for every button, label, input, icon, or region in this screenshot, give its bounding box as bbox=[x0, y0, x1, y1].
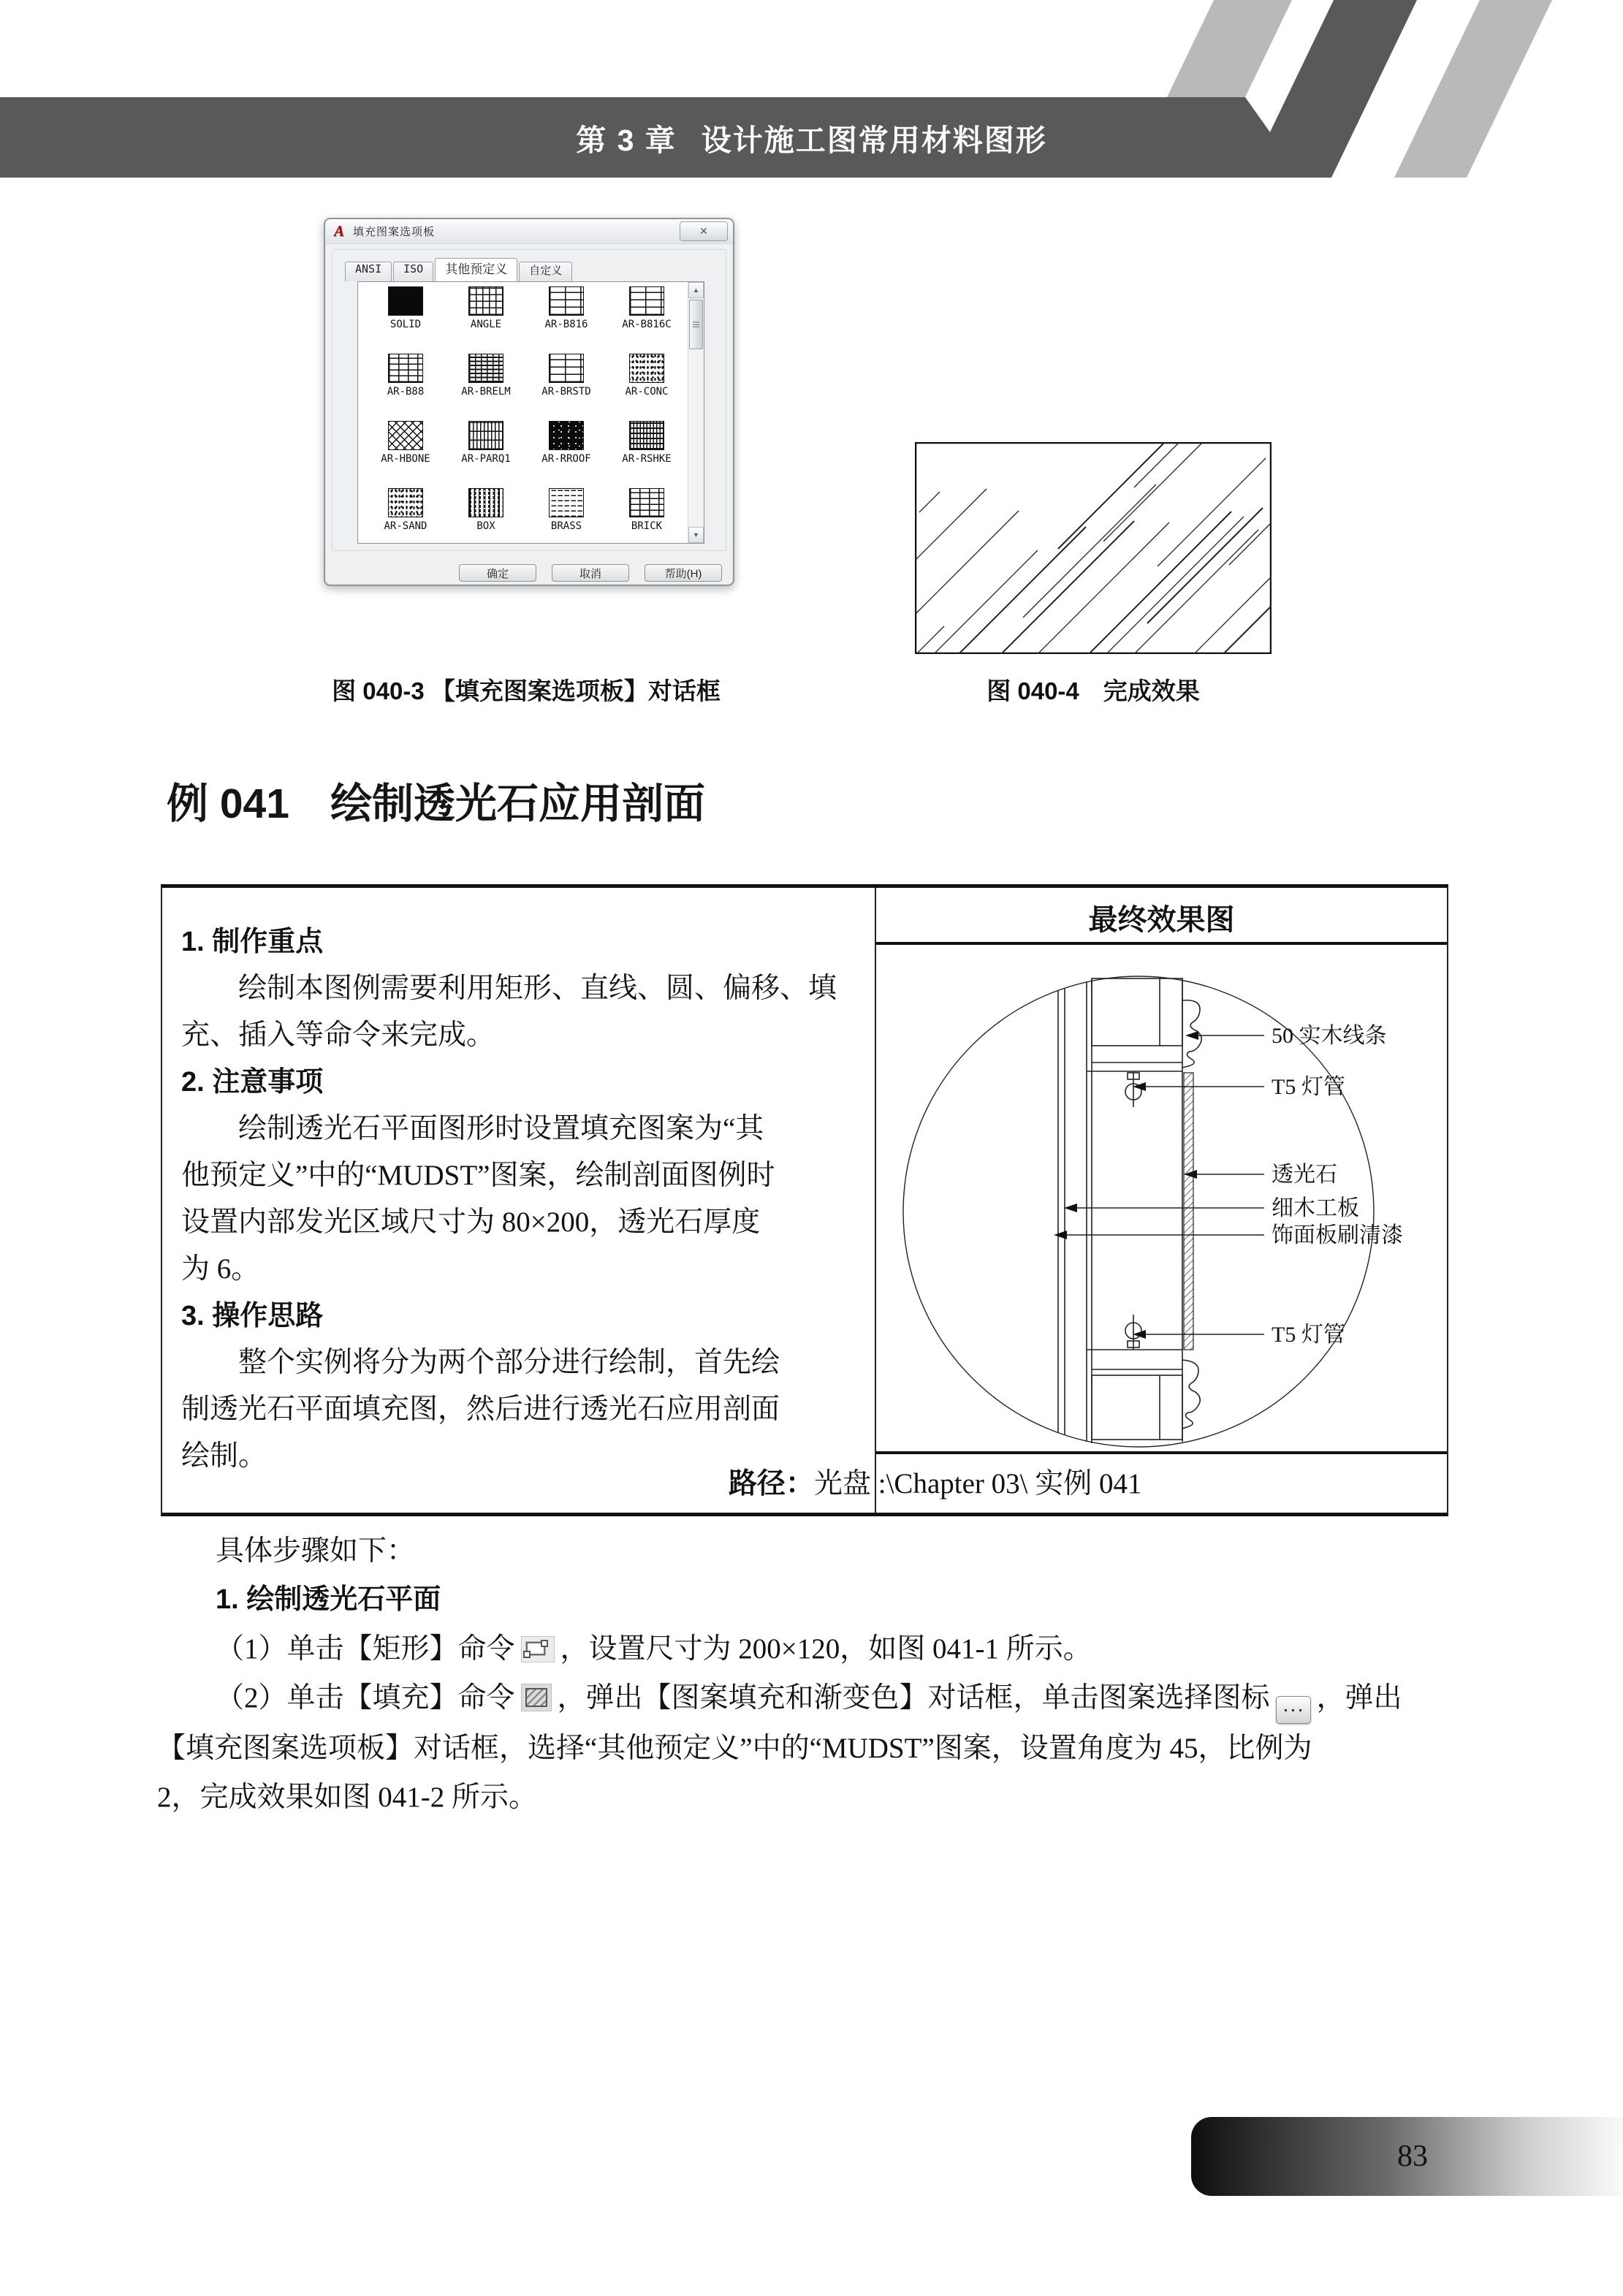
chapter-header bbox=[0, 97, 1623, 178]
steps-text bbox=[157, 1527, 1472, 1822]
step-line bbox=[157, 1673, 1472, 1724]
page-footer bbox=[1191, 2117, 1623, 2196]
pattern-label: AR-PARQ1 bbox=[461, 453, 511, 465]
result-header: 最终效果图 bbox=[1088, 904, 1235, 936]
pattern-swatch-icon bbox=[388, 286, 423, 316]
pattern-angle[interactable] bbox=[446, 286, 526, 354]
pattern-solid[interactable] bbox=[365, 286, 446, 354]
text-run: ，弹出 bbox=[1316, 1682, 1402, 1714]
pattern-label: BRICK bbox=[631, 520, 663, 532]
figure-caption-040-3: 图 040-3 【填充图案选项板】对话框 bbox=[332, 677, 721, 704]
step-line bbox=[157, 1724, 1472, 1773]
pattern-label: AR-BRSTD bbox=[541, 386, 591, 398]
step-line bbox=[157, 1624, 1472, 1673]
pattern-label: AR-B816C bbox=[622, 319, 672, 330]
pattern-brick[interactable] bbox=[607, 488, 687, 555]
stripe-light-1 bbox=[1167, 0, 1292, 97]
pattern-swatch-icon bbox=[629, 421, 664, 450]
tab-other-predefined[interactable]: 其他预定义 bbox=[435, 258, 517, 281]
pattern-swatch-icon bbox=[388, 354, 423, 383]
step-heading bbox=[157, 1575, 1472, 1624]
help-button[interactable]: 帮助(H) bbox=[645, 564, 722, 582]
drawing-label: 饰面板刷清漆 bbox=[1272, 1223, 1403, 1247]
pattern-swatch-icon bbox=[468, 488, 503, 517]
hatch-lines bbox=[916, 444, 1271, 654]
chapter-number: 第 3 章 bbox=[576, 123, 677, 157]
pattern-label: AR-BRELM bbox=[461, 386, 511, 398]
pattern-swatch-icon bbox=[468, 354, 503, 383]
leader-lines bbox=[1065, 1035, 1264, 1334]
pattern-ar-parq1[interactable] bbox=[446, 421, 526, 488]
text-run: 2，完成效果如图 041-2 所示。 bbox=[157, 1782, 537, 1813]
text-run: ，设置尺寸为 200×120，如图 041-1 所示。 bbox=[560, 1633, 1092, 1665]
example-number: 例 041 bbox=[167, 780, 289, 827]
pattern-grid bbox=[358, 282, 688, 543]
pattern-swatch-icon bbox=[549, 286, 584, 316]
note-line: 绘制本图例需要利用矩形、直线、圆、偏移、填 bbox=[238, 973, 837, 1004]
notes-column bbox=[181, 919, 864, 1480]
pattern-swatch-icon bbox=[549, 488, 584, 517]
pattern-label: AR-B816 bbox=[544, 319, 588, 330]
drawing-labels bbox=[1272, 1024, 1403, 1347]
path-label: 路径： bbox=[729, 1468, 815, 1499]
drawing-label: 细木工板 bbox=[1272, 1196, 1359, 1220]
path-row-rule bbox=[876, 1451, 1447, 1454]
pattern-brass[interactable] bbox=[526, 488, 607, 555]
pattern-label: AR-B88 bbox=[387, 386, 425, 398]
page-number: 83 bbox=[1397, 2140, 1428, 2173]
pattern-ar-sand[interactable] bbox=[365, 488, 446, 555]
dialog-titlebar[interactable] bbox=[325, 219, 733, 244]
step-line bbox=[157, 1527, 1472, 1575]
chapter-title: 设计施工图常用材料图形 bbox=[701, 123, 1047, 157]
pattern-swatch-icon bbox=[388, 488, 423, 517]
pattern-ar-b816c[interactable] bbox=[607, 286, 687, 354]
ok-button[interactable]: 确定 bbox=[459, 564, 536, 582]
note-line: 充、插入等命令来完成。 bbox=[181, 1019, 495, 1051]
rect-command-icon bbox=[521, 1636, 555, 1662]
pattern-ar-hbone[interactable] bbox=[365, 421, 446, 488]
pattern-swatch-icon bbox=[468, 286, 503, 316]
tab-iso[interactable]: ISO bbox=[393, 262, 433, 281]
pattern-swatch-icon bbox=[629, 354, 664, 383]
path-value: 光盘 :\Chapter 03\ 实例 041 bbox=[814, 1468, 1142, 1499]
pattern-ar-rroof[interactable] bbox=[526, 421, 607, 488]
pattern-list bbox=[357, 281, 704, 544]
text-run: （2）单击【填充】命令 bbox=[216, 1682, 515, 1714]
scroll-up-icon[interactable]: ▲ bbox=[688, 282, 704, 298]
note-line: 绘制透光石平面图形时设置填充图案为“其 bbox=[238, 1113, 764, 1144]
leader-arrowheads bbox=[1054, 1031, 1198, 1339]
drawing-label: 50 实木线条 bbox=[1272, 1024, 1387, 1048]
autocad-icon: A bbox=[334, 222, 345, 240]
pattern-ar-brelm[interactable] bbox=[446, 354, 526, 421]
mudst-hatch-figure bbox=[915, 442, 1272, 654]
note-heading: 1. 制作重点 bbox=[181, 927, 324, 957]
pattern-swatch-icon bbox=[549, 354, 584, 383]
pattern-label: AR-RSHKE bbox=[622, 453, 672, 465]
example-name: 绘制透光石应用剖面 bbox=[330, 780, 705, 827]
tab-custom[interactable]: 自定义 bbox=[519, 262, 572, 281]
pattern-swatch-icon bbox=[629, 488, 664, 517]
pattern-ar-rshke[interactable] bbox=[607, 421, 687, 488]
drawing-label: T5 灯管 bbox=[1272, 1323, 1345, 1347]
pattern-box[interactable] bbox=[446, 488, 526, 555]
tab-ansi[interactable]: ANSI bbox=[345, 262, 392, 281]
note-line: 他预定义”中的“MUDST”图案，绘制剖面图例时 bbox=[181, 1160, 775, 1191]
scrollbar-thumb[interactable] bbox=[689, 300, 703, 349]
note-line: 绘制。 bbox=[181, 1440, 267, 1472]
section-detail-drawing bbox=[871, 959, 1441, 1464]
note-heading: 2. 注意事项 bbox=[181, 1067, 324, 1098]
dialog-tabs bbox=[345, 259, 574, 281]
drawing-label: 透光石 bbox=[1272, 1163, 1337, 1187]
text-run: 【填充图案选项板】对话框，选择“其他预定义”中的“MUDST”图案，设置角度为 45，比例为 bbox=[157, 1733, 1312, 1764]
result-header-rule bbox=[876, 942, 1447, 945]
dialog-buttons bbox=[325, 564, 733, 582]
pattern-label: AR-CONC bbox=[625, 386, 669, 398]
pattern-label: AR-SAND bbox=[384, 520, 427, 532]
text-run: 具体步骤如下： bbox=[216, 1535, 416, 1567]
ellipsis-button-icon: … bbox=[1276, 1696, 1311, 1724]
example-panel bbox=[161, 884, 1448, 1516]
figure-caption-040-4: 图 040-4 完成效果 bbox=[987, 677, 1200, 704]
pattern-ar-brstd[interactable] bbox=[526, 354, 607, 421]
note-line: 整个实例将分为两个部分进行绘制，首先绘 bbox=[238, 1347, 780, 1378]
note-line: 制透光石平面填充图，然后进行透光石应用剖面 bbox=[181, 1394, 780, 1425]
close-button[interactable] bbox=[680, 221, 728, 241]
dialog-title: 填充图案选项板 bbox=[353, 226, 436, 238]
pattern-label: BOX bbox=[476, 520, 495, 532]
pattern-label: ANGLE bbox=[470, 319, 502, 330]
pattern-ar-b816[interactable] bbox=[526, 286, 607, 354]
note-line: 为 6。 bbox=[181, 1253, 260, 1285]
pattern-label: AR-RROOF bbox=[541, 453, 591, 465]
note-line: 设置内部发光区域尺寸为 80×200，透光石厚度 bbox=[181, 1206, 761, 1238]
scroll-down-icon[interactable]: ▼ bbox=[688, 527, 704, 543]
text-run: ，弹出【图案填充和渐变色】对话框，单击图案选择图标 bbox=[557, 1682, 1270, 1714]
pattern-ar-conc[interactable] bbox=[607, 354, 687, 421]
drawing-label: T5 灯管 bbox=[1272, 1075, 1345, 1099]
text-run: （1）单击【矩形】命令 bbox=[216, 1633, 515, 1665]
scrollbar[interactable] bbox=[688, 282, 704, 543]
pattern-label: AR-HBONE bbox=[381, 453, 430, 465]
hatch-command-icon bbox=[521, 1684, 552, 1711]
example-title bbox=[167, 770, 705, 830]
step-line bbox=[157, 1773, 1472, 1822]
pattern-label: SOLID bbox=[389, 319, 422, 330]
pattern-swatch-icon bbox=[549, 421, 584, 450]
pattern-ar-b88[interactable] bbox=[365, 354, 446, 421]
note-heading: 3. 操作思路 bbox=[181, 1301, 324, 1331]
pattern-swatch-icon bbox=[629, 286, 664, 316]
text-run: 1. 绘制透光石平面 bbox=[216, 1584, 441, 1615]
pattern-label: BRASS bbox=[550, 520, 582, 532]
close-icon: ✕ bbox=[699, 225, 708, 237]
hatch-pattern-palette-dialog bbox=[324, 218, 734, 586]
pattern-swatch-icon bbox=[388, 421, 423, 450]
pattern-swatch-icon bbox=[468, 421, 503, 450]
path-row bbox=[729, 1461, 1141, 1502]
cancel-button[interactable]: 取消 bbox=[552, 564, 629, 582]
